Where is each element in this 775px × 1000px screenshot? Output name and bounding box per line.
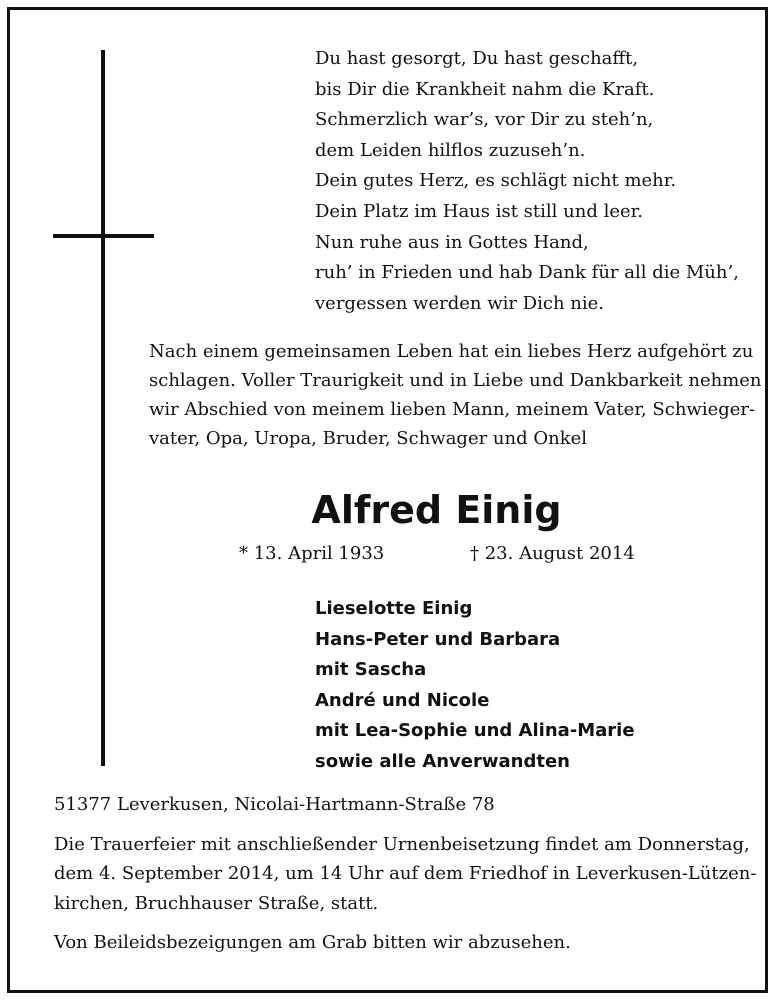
- cross-icon-vertical-bar: [101, 50, 105, 766]
- intro-line: wir Abschied von meinem lieben Mann, meinem Vater, Schwieger-: [149, 399, 756, 420]
- death-date: † 23. August 2014: [470, 543, 635, 564]
- intro-paragraph: [149, 337, 762, 453]
- cross-icon-horizontal-bar: [53, 234, 154, 238]
- birth-date: * 13. April 1933: [239, 543, 385, 564]
- poem-line: Dein Platz im Haus ist still und leer.: [315, 200, 643, 222]
- funeral-line: dem 4. September 2014, um 14 Uhr auf dem Friedhof in Leverkusen-Lützen-: [54, 863, 757, 885]
- poem: [315, 44, 739, 319]
- poem-line: vergessen werden wir Dich nie.: [315, 292, 604, 314]
- poem-line: Nun ruhe aus in Gottes Hand,: [315, 231, 589, 253]
- mourner-line: Hans-Peter und Barbara: [315, 628, 561, 650]
- deceased-name: Alfred Einig: [311, 488, 562, 532]
- mourner-line: mit Lea-Sophie und Alina-Marie: [315, 720, 635, 742]
- closing-note: Von Beileidsbezeigungen am Grab bitten wir abzusehen.: [54, 932, 571, 953]
- poem-line: bis Dir die Krankheit nahm die Kraft.: [315, 78, 655, 100]
- address: 51377 Leverkusen, Nicolai-Hartmann-Straße 78: [54, 794, 495, 815]
- poem-line: Dein gutes Herz, es schlägt nicht mehr.: [315, 170, 677, 192]
- mourner-line: Lieselotte Einig: [315, 598, 473, 619]
- intro-line: vater, Opa, Uropa, Bruder, Schwager und Onkel: [149, 428, 588, 449]
- poem-line: ruh’ in Frieden und hab Dank für all die Müh’,: [315, 262, 739, 284]
- poem-line: Schmerzlich war’s, vor Dir zu steh’n,: [315, 109, 654, 131]
- mourner-line: mit Sascha: [315, 659, 427, 681]
- poem-line: dem Leiden hilflos zuzuseh’n.: [315, 139, 586, 161]
- mourners-list: [315, 594, 635, 778]
- funeral-line: kirchen, Bruchhauser Straße, statt.: [54, 892, 379, 914]
- intro-line: Nach einem gemeinsamen Leben hat ein liebes Herz aufgehört zu: [149, 341, 754, 362]
- mourner-line: sowie alle Anverwandten: [315, 750, 570, 772]
- poem-line: Du hast gesorgt, Du hast geschafft,: [315, 48, 639, 69]
- funeral-details: [54, 830, 756, 918]
- intro-line: schlagen. Voller Traurigkeit und in Liebe und Dankbarkeit nehmen: [149, 370, 762, 391]
- funeral-line: Die Trauerfeier mit anschließender Urnenbeisetzung findet am Donnerstag,: [54, 834, 750, 855]
- mourner-line: André und Nicole: [315, 689, 490, 711]
